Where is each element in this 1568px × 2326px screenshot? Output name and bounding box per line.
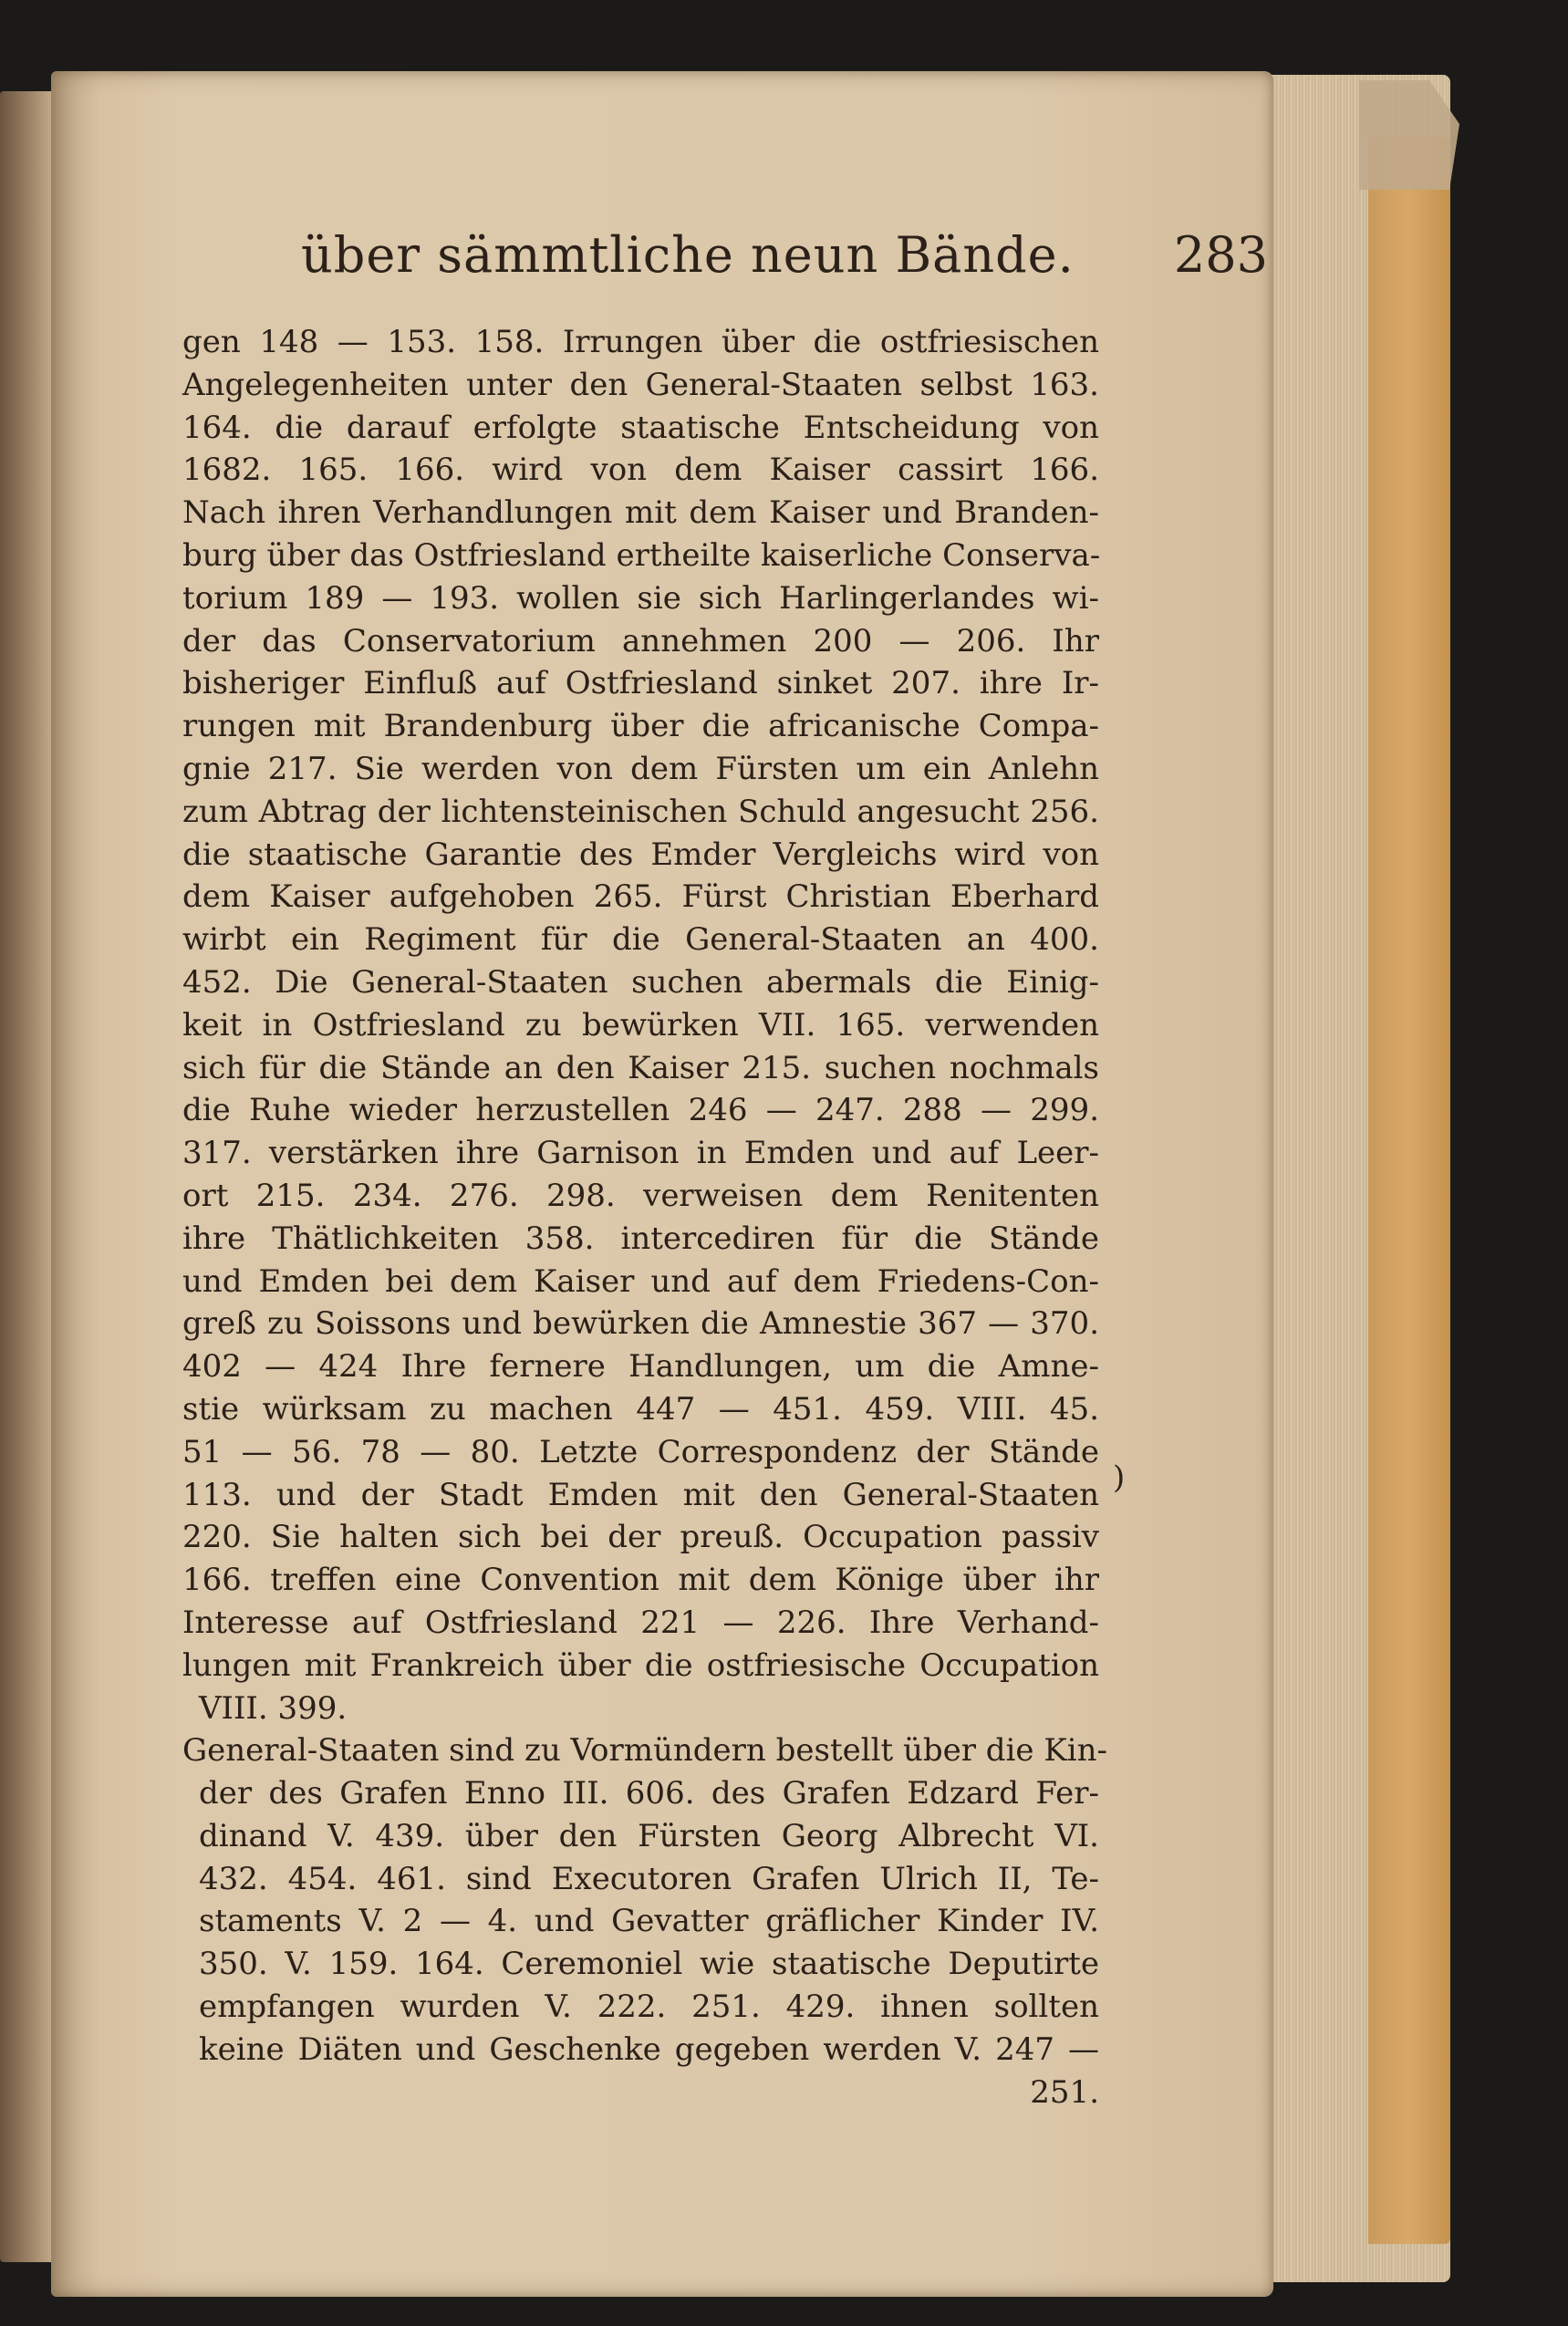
text-line: 166. treffen eine Convention mit dem Könige über ihr — [182, 1562, 1099, 1599]
text-line: 432. 454. 461. sind Executoren Grafen Ulrich II, Te- — [199, 1860, 1099, 1897]
text-line: 317. verstärken ihre Garnison in Emden und auf Leer- — [182, 1135, 1099, 1172]
margin-mark: ) — [1113, 1459, 1126, 1496]
text-line: lungen mit Frankreich über die ostfriesische Occupation — [182, 1646, 1099, 1684]
text-line: dem Kaiser aufgehoben 265. Fürst Christian Eberhard — [182, 878, 1099, 916]
text-line: greß zu Soissons und bewürken die Amnestie 367 — 370. — [182, 1305, 1099, 1343]
text-line: staments V. 2 — 4. und Gevatter gräflicher Kinder IV. — [199, 1903, 1099, 1940]
text-line: und Emden bei dem Kaiser und auf dem Friedens-Con- — [182, 1262, 1099, 1300]
text-line: torium 189 — 193. wollen sie sich Harlingerlandes wi- — [182, 579, 1099, 617]
left-page-edge — [0, 91, 53, 2262]
running-head — [301, 226, 1268, 299]
text-line: Nach ihren Verhandlungen mit dem Kaiser und Branden- — [182, 494, 1099, 532]
text-line: zum Abtrag der lichtensteinischen Schuld angesucht 256. — [182, 793, 1099, 830]
text-line: bisheriger Einfluß auf Ostfriesland sinket 207. ihre Ir- — [182, 665, 1099, 702]
running-title: über sämmtliche neun Bände. — [301, 226, 1075, 284]
text-line: wirbt ein Regiment für die General-Staaten an 400. — [182, 921, 1099, 959]
text-line: dinand V. 439. über den Fürsten Georg Albrecht VI. — [199, 1817, 1099, 1854]
text-line: empfangen wurden V. 222. 251. 429. ihnen sollten — [199, 1989, 1099, 2026]
text-line: 452. Die General-Staaten suchen abermals die Einig- — [182, 963, 1099, 1001]
text-line: stie würksam zu machen 447 — 451. 459. VIII. 45. — [182, 1390, 1099, 1428]
text-line: keit in Ostfriesland zu bewürken VII. 165. verwenden — [182, 1006, 1099, 1044]
text-line: die Ruhe wieder herzustellen 246 — 247. 288 — 299. — [182, 1092, 1099, 1129]
page-number: 283 — [1173, 226, 1268, 284]
text-line: Interesse auf Ostfriesland 221 — 226. Ihre Verhand- — [182, 1604, 1099, 1641]
text-line: 402 — 424 Ihre fernere Handlungen, um die Amne- — [182, 1348, 1099, 1386]
text-line: gnie 217. Sie werden von dem Fürsten um ein Anlehn — [182, 750, 1099, 787]
text-line: rungen mit Brandenburg über die africanische Compa- — [182, 708, 1099, 745]
text-line: 350. V. 159. 164. Ceremoniel wie staatische Deputirte — [199, 1946, 1099, 1983]
text-line: gen 148 — 153. 158. Irrungen über die ostfriesischen — [182, 324, 1099, 360]
text-line: ihre Thätlichkeiten 358. intercediren für die Stände — [182, 1220, 1099, 1257]
text-line: 51 — 56. 78 — 80. Letzte Correspondenz der Stände — [182, 1433, 1099, 1470]
text-line: 113. und der Stadt Emden mit den General-Staaten — [182, 1476, 1099, 1513]
text-line: 1682. 165. 166. wird von dem Kaiser cassirt 166. — [182, 452, 1099, 489]
text-line: VIII. 399. — [199, 1689, 348, 1727]
text-line: der das Conservatorium annehmen 200 — 206. Ihr — [182, 622, 1099, 659]
text-line: 220. Sie halten sich bei der preuß. Occupation passiv — [182, 1519, 1099, 1556]
text-line: ort 215. 234. 276. 298. verweisen dem Renitenten — [182, 1177, 1099, 1214]
text-line: die staatische Garantie des Emder Vergleichs wird von — [182, 836, 1099, 873]
text-line: sich für die Stände an den Kaiser 215. suchen nochmals — [182, 1049, 1099, 1086]
index-body — [182, 321, 1108, 2113]
text-line: der des Grafen Enno III. 606. des Grafen Edzard Fer- — [199, 1775, 1099, 1812]
text-line: burg über das Ostfriesland ertheilte kaiserliche Conserva- — [182, 536, 1101, 574]
text-line: keine Diäten und Geschenke gegeben werden V. 247 — — [199, 2030, 1099, 2068]
entry-head-line: General-Staaten sind zu Vormündern bestellt über die Kin- — [182, 1732, 1108, 1770]
text-line: 164. die darauf erfolgte staatische Entscheidung von — [182, 409, 1099, 446]
text-line: 251. — [1030, 2073, 1099, 2111]
text-line: Angelegenheiten unter den General-Staaten selbst 163. — [182, 366, 1099, 403]
page-stack-edge — [1368, 137, 1450, 2244]
